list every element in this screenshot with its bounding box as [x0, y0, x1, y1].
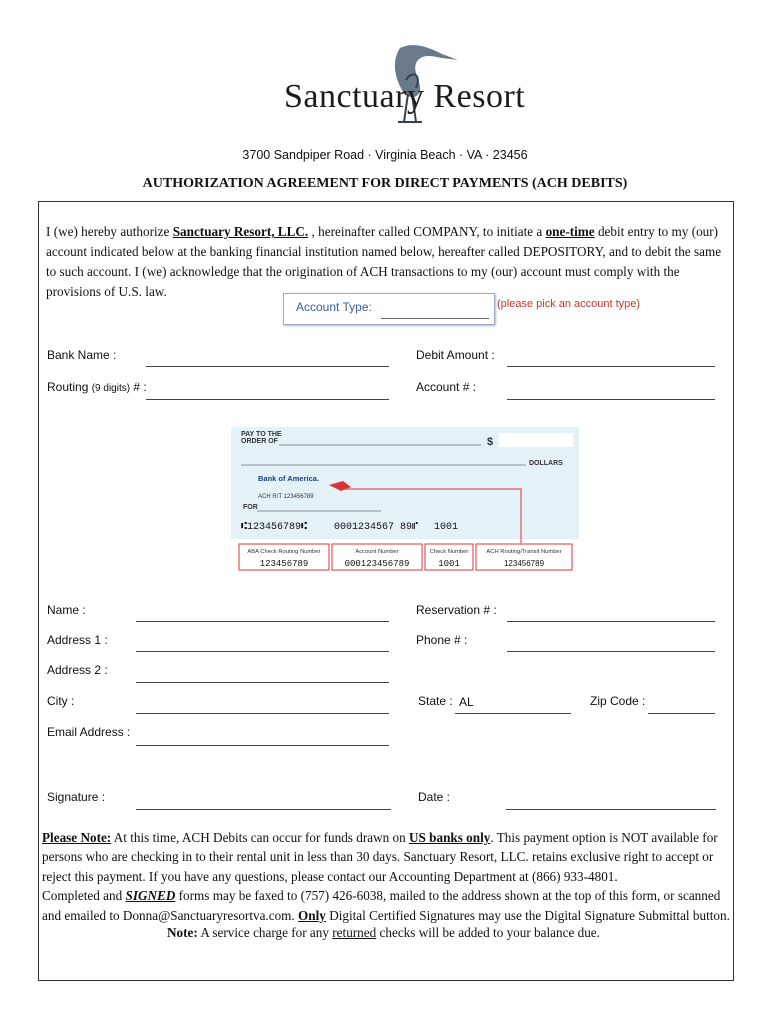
address1-field[interactable] — [136, 651, 389, 652]
logo-wordmark: Sanctuary Resort — [284, 78, 526, 115]
routing-label-text: Routing — [47, 380, 89, 394]
name-field[interactable] — [136, 621, 389, 622]
returned-emphasis: returned — [332, 925, 377, 940]
email-field[interactable] — [136, 745, 389, 746]
zip-label: Zip Code : — [590, 694, 646, 708]
name-label: Name : — [47, 603, 86, 617]
routing-label-note: (9 digits) — [91, 383, 131, 394]
note-text-3a: Completed and — [42, 888, 126, 904]
state-label: State : — [418, 694, 453, 708]
check-for-label: FOR — [243, 504, 258, 511]
date-label: Date : — [418, 790, 451, 804]
reservation-field[interactable] — [507, 621, 715, 622]
email-label: Email Address : — [47, 725, 131, 739]
signature-field[interactable] — [136, 809, 391, 810]
service-charge-note — [167, 925, 600, 941]
label-routing: ABA Check Routing Number — [247, 549, 321, 555]
signed-emphasis: SIGNED — [125, 888, 176, 904]
authorization-paragraph — [46, 222, 726, 302]
phone-label: Phone # : — [416, 633, 468, 647]
routing-field[interactable] — [146, 399, 389, 400]
account-type-hint: (please pick an account type) — [497, 298, 641, 310]
zip-field[interactable] — [648, 713, 715, 714]
check-dollar-sign: $ — [487, 436, 494, 448]
one-time-emphasis: one-time — [545, 224, 595, 239]
only-emphasis: Only — [298, 907, 326, 923]
account-type-label: Account Type: — [296, 300, 372, 314]
us-banks-emphasis: US banks only — [408, 830, 491, 845]
bank-name-field[interactable] — [146, 366, 389, 367]
service-note-text-a: A service charge for any — [197, 925, 333, 940]
signature-label: Signature : — [47, 790, 106, 804]
city-label: City : — [47, 694, 75, 708]
phone-field[interactable] — [507, 651, 715, 652]
address2-label: Address 2 : — [47, 663, 108, 677]
intro-text-2: , hereinafter called COMPANY, to initiate a — [308, 224, 546, 239]
company-name: Sanctuary Resort, LLC. — [172, 224, 309, 239]
value-check: 1001 — [438, 559, 460, 569]
please-note-section — [42, 828, 732, 925]
note-text-1: At this time, ACH Debits can occur for funds drawn on — [111, 830, 409, 845]
note-text-3b: forms may be faxed to (757) 426-6038, mailed to the address shown at the top of this form, or scanned and emailed to Donna@Sanctuaryresortva.com. — [42, 888, 721, 923]
label-account: Account Number — [355, 549, 399, 555]
note-heading: Please Note: — [42, 830, 112, 845]
service-note-label: Note: — [167, 925, 198, 940]
check-order-of: ORDER OF — [241, 438, 278, 445]
address1-label: Address 1 : — [47, 633, 108, 647]
sample-check-illustration — [231, 427, 579, 572]
debit-amount-field[interactable] — [507, 366, 715, 367]
label-check: Check Number — [429, 549, 469, 555]
check-micr-check: 1001 — [434, 522, 459, 533]
value-routing: 123456789 — [259, 559, 309, 569]
check-micr-routing: ⑆123456789⑆ — [241, 522, 308, 533]
note-text-2: . This payment option is NOT available for persons who are checking in to their rental unit in less than 30 days. Sanctuary Resort, LLC. retains exclusive right to accept or reject this payment. If you have any questions, please contact our Accounting Department at (866) 933-4801. — [42, 830, 718, 884]
reservation-label: Reservation # : — [416, 603, 497, 617]
check-pay-to: PAY TO THE — [241, 431, 282, 438]
debit-amount-label: Debit Amount : — [416, 348, 495, 362]
routing-label — [47, 380, 147, 394]
value-account: 000123456789 — [344, 559, 410, 569]
resort-address: 3700 Sandpiper Road · Virginia Beach · VA · 23456 — [242, 148, 528, 162]
state-field[interactable] — [455, 713, 571, 714]
routing-label-suffix: # : — [130, 380, 147, 394]
intro-text-3: debit entry to my (our) account indicated below at the banking financial institution named below, hereafter called DEPOSITORY, and to debit the same to such account. I (we) acknowledge that the origination of ACH transactions to my (our) account must comply with the provisions of U.S. law. — [46, 224, 722, 299]
address2-field[interactable] — [136, 682, 389, 683]
bank-name-label: Bank Name : — [47, 348, 117, 362]
label-ach: ACH Routing/Transit Number — [486, 549, 562, 555]
city-field[interactable] — [136, 713, 389, 714]
check-micr-account: 0001234567 89⑈ — [334, 522, 419, 533]
check-bank-name: Bank of America. — [258, 474, 319, 483]
account-number-label: Account # : — [416, 380, 477, 394]
state-value[interactable]: AL — [459, 695, 474, 709]
note-text-3c: Digital Certified Signatures may use the Digital Signature Submittal button. — [325, 907, 730, 923]
date-field[interactable] — [506, 809, 716, 810]
intro-text-1: I (we) hereby authorize — [46, 224, 173, 239]
account-type-value-line — [381, 318, 489, 319]
value-ach: 123456789 — [503, 559, 545, 568]
account-number-field[interactable] — [507, 399, 715, 400]
check-ach-rt: ACH R/T 123456789 — [258, 494, 314, 500]
page-title: AUTHORIZATION AGREEMENT FOR DIRECT PAYMENTS (ACH DEBITS) — [142, 176, 628, 191]
service-note-text-b: checks will be added to your balance due. — [376, 925, 600, 940]
check-dollars-label: DOLLARS — [529, 460, 563, 467]
